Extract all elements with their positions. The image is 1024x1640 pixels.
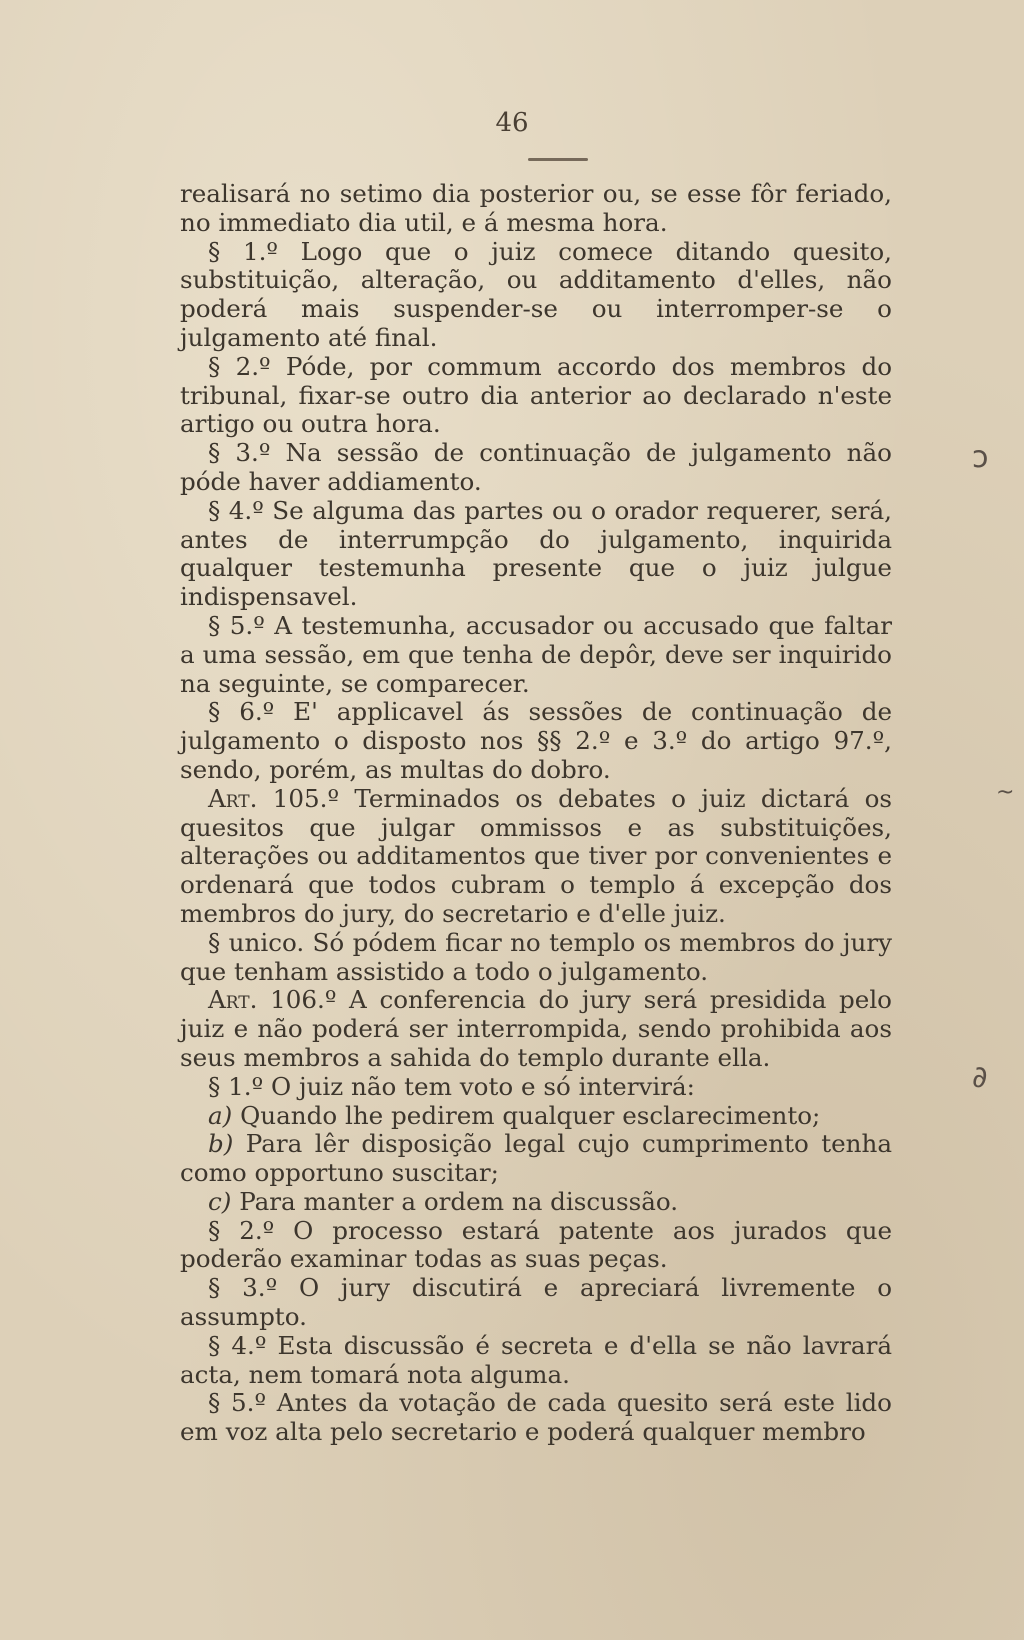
- list-item-b: [180, 1130, 892, 1188]
- header-ornament: [528, 158, 588, 161]
- article-105: [180, 785, 892, 929]
- paragraph-s5: § 5.º A testemunha, accusador ou accusado que faltar a uma sessão, em que tenha de depôr, deve ser inquirido na seguinte, se comparecer.: [180, 610, 892, 698]
- article-106: [180, 986, 892, 1072]
- item-text: Quando lhe pedirem qualquer esclarecimento;: [232, 1100, 821, 1130]
- article-105-label: Art.: [208, 783, 258, 813]
- body-text: [180, 180, 892, 1447]
- article-106-s3: § 3.º O jury discutirá e apreciará livremente o assumpto.: [180, 1273, 892, 1332]
- list-item-a: [180, 1102, 892, 1131]
- item-text: Para lêr disposição legal cujo cumprimento tenha como opportuno suscitar;: [180, 1129, 892, 1188]
- list-item-c: [180, 1188, 892, 1217]
- paragraph-s3: § 3.º Na sessão de continuação de julgamento não póde haver addiamento.: [180, 438, 892, 496]
- paragraph-s1: § 1.º Logo que o juiz comece ditando quesito, substituição, alteração, ou additamento d'elles, não poderá mais suspender-se ou interromper-se o julgamento até final.: [180, 236, 892, 352]
- article-106-s5: § 5.º Antes da votação de cada quesito será este lido em voz alta pelo secretario e poderá qualquer membro: [180, 1388, 892, 1447]
- article-106-s4: § 4.º Esta discussão é secreta e d'ella se não lavrará acta, nem tomará nota alguma.: [180, 1330, 892, 1389]
- margin-swirl-icon: ↄ: [972, 440, 989, 475]
- article-105-unico: § unico. Só pódem ficar no templo os membros do jury que tenham assistido a todo o julgamento.: [180, 927, 892, 986]
- item-letter: b): [208, 1129, 234, 1159]
- page-number: 46: [495, 108, 529, 138]
- paragraph-s4: § 4.º Se alguma das partes ou o orador requerer, será, antes de interrumpção do julgamento, inquirida qualquer testemunha presente que o juiz julgue indispensavel.: [180, 495, 892, 612]
- item-letter: c): [208, 1186, 232, 1216]
- paragraph-s6: § 6.º E' applicavel ás sessões de continuação de julgamento o disposto nos §§ 2.º e 3.º do artigo 97.º, sendo, porém, as multas do dobro.: [180, 697, 892, 784]
- paragraph-s2: § 2.º Póde, por commum accordo dos membros do tribunal, fixar-se outro dia anterior ao declarado n'este artigo ou outra hora.: [180, 351, 892, 439]
- paragraph-continuation: realisará no setimo dia posterior ou, se esse fôr feriado, no immediato dia util, e á mesma hora.: [180, 179, 892, 237]
- article-106-text: 106.º A conferencia do jury será presidida pelo juiz e não poderá ser interrompida, sendo prohibida aos seus membros a sahida do templo durante ella.: [180, 985, 892, 1072]
- item-letter: a): [208, 1100, 233, 1130]
- margin-dash-icon: ~: [996, 780, 1015, 805]
- article-106-s1: § 1.º O juiz não tem voto e só intervirá:: [208, 1071, 695, 1101]
- article-106-label: Art.: [208, 985, 258, 1015]
- margin-swirl-icon: ∂: [972, 1060, 988, 1095]
- article-106-s2: § 2.º O processo estará patente aos jurados que poderão examinar todas as suas peças.: [180, 1215, 892, 1274]
- item-text: Para manter a ordem na discussão.: [231, 1186, 679, 1216]
- article-105-text: 105.º Terminados os debates o juiz dictará os quesitos que julgar ommissos e as substituições, alterações ou additamentos que tiver por convenientes e ordenará que todos cubram o templo á excepção dos membros do jury, do secretario e d'elle juiz.: [180, 783, 892, 928]
